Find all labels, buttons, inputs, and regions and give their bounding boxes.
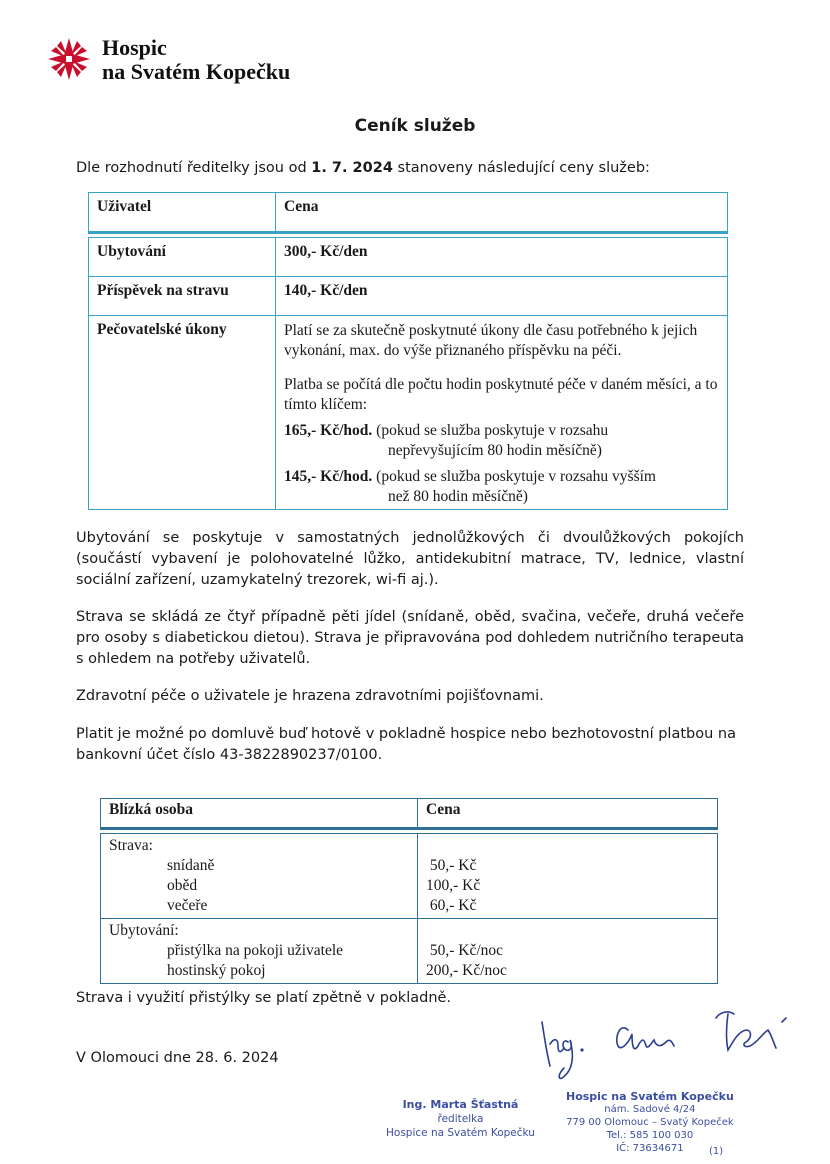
- stamp-tel: Tel.: 585 100 030: [606, 1130, 694, 1141]
- table-row: [101, 919, 718, 984]
- page-title: Ceník služeb: [354, 116, 476, 136]
- place-date: V Olomouci dne 28. 6. 2024: [76, 1050, 279, 1066]
- accommodation-prices: [418, 919, 718, 984]
- row-label: Příspěvek na stravu: [89, 277, 276, 316]
- stamp-street: nám. Sadové 4/24: [604, 1104, 696, 1115]
- care-description: [276, 316, 728, 510]
- accommodation-price: 200,- Kč/noc: [426, 962, 507, 979]
- signatory-role: ředitelka: [437, 1113, 484, 1125]
- rate-1-note-a: (pokud se služba poskytuje v rozsahu: [376, 422, 609, 439]
- food-prices: [418, 834, 718, 919]
- header-price: Cena: [418, 799, 718, 829]
- accommodation-item: hostinský pokoj: [167, 962, 266, 979]
- paragraph-health: Zdravotní péče o uživatele je hrazena zdravotními pojišťovnami.: [76, 688, 544, 704]
- food-price: 100,- Kč: [426, 877, 481, 894]
- food-price: 60,- Kč: [426, 897, 477, 914]
- stamp-name: Hospic na Svatém Kopečku: [566, 1090, 734, 1103]
- rate-1-note-b: nepřevyšujícím 80 hodin měsíčně): [388, 442, 602, 459]
- table-header-row: [89, 193, 728, 233]
- food-price: 50,- Kč: [426, 857, 477, 874]
- payment-note: Strava i využití přistýlky se platí zpětně v pokladně.: [76, 990, 452, 1006]
- table-row: [89, 238, 728, 277]
- header-price: Cena: [276, 193, 728, 233]
- signatory-name: Ing. Marta Šťastná: [402, 1098, 519, 1111]
- paragraph-payment: Platit je možné po domluvě buď hotově v pokladně hospice nebo bezhotovostní platbou na bankovní účet číslo 43-3822890237/0100.: [76, 726, 736, 763]
- intro-date: 1. 7. 2024: [311, 160, 393, 176]
- table-row: [101, 834, 718, 919]
- food-cell: [101, 834, 418, 919]
- table-row: [89, 277, 728, 316]
- rate-1: [284, 421, 719, 461]
- food-item: oběd: [167, 877, 198, 894]
- logo-text: [102, 36, 290, 84]
- table-header-row: [101, 799, 718, 829]
- caritas-cross-icon: [44, 34, 94, 84]
- accommodation-item: přistýlka na pokoji uživatele: [167, 942, 344, 959]
- food-item: snídaně: [167, 857, 215, 874]
- accommodation-label: Ubytování:: [109, 922, 179, 939]
- food-label: Strava:: [109, 837, 153, 854]
- rate-2-amount: 145,- Kč/hod.: [284, 468, 373, 485]
- header-close-person: Blízká osoba: [101, 799, 418, 829]
- row-label: Pečovatelské úkony: [89, 316, 276, 510]
- rate-2-note-b: než 80 hodin měsíčně): [388, 488, 528, 505]
- accommodation-price: 50,- Kč/noc: [426, 942, 504, 959]
- logo-line-2: na Svatém Kopečku: [102, 59, 291, 84]
- hospice-logo: [44, 34, 290, 84]
- intro-text: [76, 160, 650, 176]
- care-text-1: Platí se za skutečně poskytnuté úkony dle času potřebného k jejich vykonání, max. do výše přiznaného příspěvku na péči.: [284, 322, 698, 359]
- care-text-2: Platba se počítá dle počtu hodin poskytnuté péče v daném měsíci, a to tímto klíčem:: [284, 376, 718, 413]
- row-label: Ubytování: [89, 238, 276, 277]
- signatory-block: [386, 1098, 535, 1140]
- page-number: (1): [709, 1146, 724, 1157]
- row-value: 140,- Kč/den: [276, 277, 728, 316]
- signatory-org: Hospice na Svatém Kopečku: [386, 1127, 535, 1139]
- food-item: večeře: [167, 897, 208, 914]
- rate-2-note-a: (pokud se služba poskytuje v rozsahu vyšším: [376, 468, 656, 485]
- row-value: 300,- Kč/den: [276, 238, 728, 277]
- accommodation-cell: [101, 919, 418, 984]
- paragraph-food: Strava se skládá ze čtyř případně pěti jídel (snídaně, oběd, svačina, večeře, druhá večeře pro osoby s diabetickou dietou). Strava je připravována pod dohledem nutričního terapeuta s ohledem na potřeby uživatelů.: [76, 609, 744, 667]
- price-table-residents: [88, 192, 728, 510]
- intro-after: stanoveny následující ceny služeb:: [392, 160, 650, 176]
- header-user: Uživatel: [89, 193, 276, 233]
- logo-line-1: Hospic: [102, 35, 167, 60]
- stamp-city: 779 00 Olomouc – Svatý Kopeček: [566, 1117, 734, 1128]
- handwritten-signature: [520, 994, 810, 1084]
- stamp-ic: IČ: 73634671: [616, 1143, 684, 1154]
- table-row: [89, 316, 728, 510]
- price-table-close-persons: [100, 798, 718, 984]
- rate-1-amount: 165,- Kč/hod.: [284, 422, 373, 439]
- intro-before: Dle rozhodnutí ředitelky jsou od: [76, 160, 312, 176]
- paragraph-accommodation: Ubytování se poskytuje v samostatných jednolůžkových či dvoulůžkových pokojích (součástí vybavení je polohovatelné lůžko, antidekubitní matrace, TV, lednice, vlastní sociální zařízení, uzamykatelný trezorek, wi-fi aj.).: [76, 530, 744, 588]
- rate-2: [284, 467, 719, 507]
